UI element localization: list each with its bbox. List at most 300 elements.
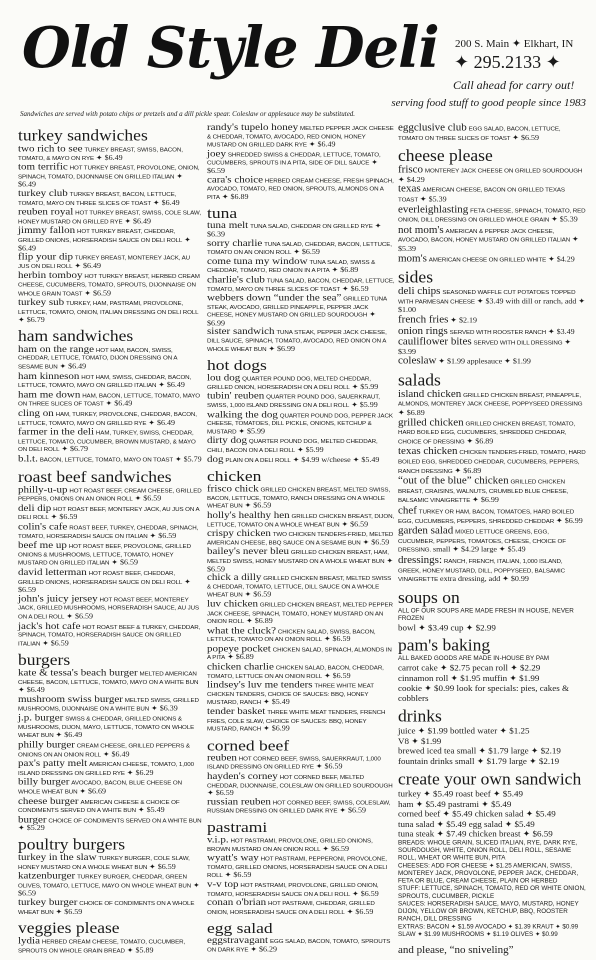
item-name: tubin' reuben — [207, 391, 265, 402]
veggies-section — [18, 920, 202, 955]
item-name: popeye pocket — [207, 643, 271, 654]
menu-item — [207, 393, 395, 410]
item-name: v-v top — [207, 879, 239, 890]
item-description: QUARTER POUND DOG, MELTED CHEDDAR, CHILI, BACON ON A DELI ROLL — [207, 439, 378, 454]
sauces-list: SAUCES: HORSERADISH SAUCE, MAYO, MUSTARD, HONEY DIJON, YELLOW OR BROWN, KETCHUP, BBQ, ROOSTER RANCH, DILL DRESSING — [398, 900, 579, 923]
item-name: cauliflower bites — [398, 335, 472, 348]
item-description: HOT TURKEY BREAST, CHEDDAR, GRILLED ONIONS, HORSERADISH SAUCE ON DELI ROLL — [18, 228, 183, 244]
item-description: TURKEY BURGER, COLE SLAW, HONEY MUSTARD ON A WHOLE WHEAT BUN — [18, 855, 190, 871]
menu-item — [18, 206, 202, 227]
item-description: MELTED SWISS, GRILLED MUSHROOMS, DIJONNAISE ON A WHITE BUN — [18, 697, 199, 713]
item-price: ✦ $6.99 — [555, 515, 583, 525]
soup-note: ALL OF OUR SOUPS ARE MADE FRESH IN HOUSE, NEVER FROZEN — [398, 607, 574, 622]
item-price: ✦ $5.29 — [18, 824, 45, 833]
menu-item — [18, 370, 202, 391]
menu-item — [398, 477, 586, 505]
item-price: ✦ $4.99 w/cheese ✦ $5.49 — [292, 455, 380, 464]
item-description: HOT TURKEY BREAST, HERBED CREAM CHEESE, CUCUMBERS, TOMATO, SPROUTS, DIJONNAISE ON WHOLE GRAIN TOAST — [18, 273, 200, 297]
item-name: everleighlasting — [398, 203, 469, 216]
cheese-section — [398, 147, 586, 264]
item-description: HERBED CREAM CHEESE, TOMATO, CUCUMBER, SPROUTS ON WHOLE GRAIN BREAD — [18, 939, 186, 954]
menu-item — [207, 176, 395, 202]
pastrami-section — [207, 819, 395, 917]
section-title: drinks — [398, 706, 442, 726]
menu-item — [18, 145, 202, 163]
item-name: frisco chick — [207, 483, 259, 495]
menu-item — [207, 548, 395, 573]
item-price: ✦ $6.59 — [66, 612, 93, 620]
item-price: ✦ $6.59 — [134, 494, 162, 503]
menu-item — [207, 881, 395, 898]
item-description: HAM, TURKEY, SWISS, CHEDDAR, LETTUCE, TOMATO, CUCUMBER, BROWN MUSTARD, & MAYO ON DELI ROLL — [18, 430, 196, 454]
item-description: MONTEREY JACK CHEESE ON GRILLED SOURDOUGH — [424, 168, 583, 175]
item-name: deli chips — [398, 285, 441, 297]
menu-item — [18, 502, 202, 523]
create-line: turkey ✦ $5.49 roast beef ✦ $5.49 — [398, 789, 524, 799]
item-price: ✦ $6.49 — [55, 731, 83, 740]
baking-note: ALL BAKED GOODS ARE MADE IN-HOUSE BY PAM — [398, 655, 550, 663]
item-price: ✦ $6.59 — [207, 158, 378, 175]
section-title: create your own sandwich — [398, 769, 582, 789]
create-sandwich-section — [398, 770, 586, 956]
item-description: QUARTER POUND DOG, SAUERKRAUT, SWISS, 1,000 ISLAND DRESSING ON A DELI ROLL — [207, 394, 380, 409]
item-name: crispy chicken — [207, 528, 271, 539]
item-price: ✦ $6.29 — [250, 945, 277, 954]
item-price: ✦ $6.59 — [84, 288, 111, 297]
menu-item — [18, 253, 202, 271]
item-name: herbin tomboy — [18, 270, 83, 281]
menu-item — [207, 682, 395, 708]
item-price: ✦ $3.99 — [398, 337, 572, 356]
item-description: TURKEY BREAST, SWISS, BACON, TOMATO, & MAYO ON RYE — [18, 146, 183, 162]
item-name: tuna melt — [207, 220, 249, 231]
sides-section — [398, 268, 586, 367]
item-description: MIXED LETTUCE GREENS, EGG, CUCUMBER, PEPPERS, TOMATOES, CHEESE, CHOICE OF DRESSING. — [398, 528, 566, 554]
item-name: mom's — [398, 252, 427, 264]
item-name: billy burger — [18, 776, 70, 788]
item-price: ✦ $6.99 — [472, 495, 499, 505]
item-description: GRILLED CHICKEN BREAST, PINEAPPLE, ALMONDS, MONTEREY JACK CHEESE, POPPYSEED DRESSING — [398, 391, 583, 408]
item-description: TURKEY BREAST, MONTEREY JACK, AU JUS ON DELI ROLL — [18, 255, 191, 270]
menu-item — [207, 645, 395, 662]
item-price: ✦ $6.59 — [512, 133, 539, 142]
cheeses-list: CHEESES: ADD FOR CHEESE ✦ $1.25 AMERICAN, SWISS, MONTEREY JACK, PROVOLONE, PEPPER JACK, CHEDDAR, FETA OR BLUE, CREAM CHEESE, PLAIN OR HERBED — [398, 862, 579, 885]
menu-item — [18, 391, 202, 409]
item-name: john's juicy jersey — [18, 593, 98, 604]
item-price: ✦ $6.49 — [124, 217, 152, 225]
menu-item — [398, 357, 586, 367]
ham-sandwiches-section — [18, 328, 202, 465]
menu-item — [207, 258, 395, 275]
item-name: eggstravagant — [207, 935, 269, 946]
menu-item — [207, 661, 395, 681]
item-price: ✦ $5.99 — [351, 382, 379, 391]
section-title: soups on — [398, 587, 460, 607]
menu-item — [18, 693, 202, 714]
section-title: chicken — [207, 467, 262, 485]
item-name: chicken charlie — [207, 661, 274, 673]
menu-item — [18, 569, 202, 594]
menu-item — [207, 222, 395, 239]
menu-item — [398, 254, 586, 264]
phone-number[interactable]: ✦ 295.2133 ✦ — [454, 52, 561, 72]
item-price: ✦ $5.49 — [137, 805, 165, 814]
item-price: ✦ $6.59 — [244, 502, 272, 510]
item-price: ✦ $6.29 — [126, 768, 154, 777]
item-description: TUNA SALAD, BACON, CHEDDAR, LETTUCE, TOMATO, MAYO ON THREE SLICES OF TOAST — [207, 277, 395, 293]
baking-line: cookie ✦ $0.99 look for specials: pies, cakes & cobblers — [398, 683, 569, 703]
item-description: RANCH, FRENCH, ITALIAN, 1,000 ISLAND, GREEK, HONEY MUSTARD, DILL, POPPYSEED, BALSAMIC VINAIGRETTE — [398, 558, 565, 584]
item-name: turkey club — [18, 188, 68, 199]
item-description: THREE WHITE MEAT CHICKEN TENDERS, CHOICE OF SAUCES: BBQ, HONEY MUSTARD, RANCH — [207, 683, 374, 707]
item-name: dressings: — [398, 554, 442, 566]
item-description: CHICKEN SALAD, BACON, CHEDDAR, TOMATO, LETTUCE ON AN ONION ROLL — [207, 665, 384, 680]
breads-list: BREADS: WHOLE GRAIN, SLICED ITALIAN, RYE, DARK RYE, SOURDOUGH, WHITE, ONION ROLL, DELI ROLL, SESAME ROLL, WHEAT OR WHITE BUN, PITA — [398, 839, 578, 862]
item-price: small ✦ $4.29 large ✦ $5.49 — [433, 545, 526, 554]
item-price: ✦ $6.59 — [339, 806, 366, 815]
item-description: HAM, BACON, LETTUCE, TOMATO, MAYO ON THREE SLICES OF TOAST — [18, 392, 201, 408]
drink-line: V8 ✦ $1.99 — [398, 736, 442, 746]
item-description: TURKEY BREAST, BACON, LETTUCE, TOMATO, MAYO ON THREE SLICES OF TOAST — [18, 191, 177, 207]
menu-item — [18, 854, 202, 872]
item-price: ✦ $6.49 — [102, 749, 130, 758]
item-name: eggclusive club — [398, 122, 467, 134]
item-name: bailey's never bleu — [207, 546, 290, 558]
menu-item — [18, 776, 202, 797]
item-description: CHICKEN SALAD, SPINACH, ALMONDS IN A PITA — [207, 647, 392, 662]
item-price: ✦ $6.59 — [346, 907, 374, 916]
item-name: cara's choice — [207, 174, 264, 185]
menu-item — [18, 797, 202, 815]
item-description: TUNA SALAD, SWISS & CHEDDAR, TOMATO, RED ONION IN A PITA — [207, 259, 376, 274]
stuff-list: STUFF: LETTUCE, SPINACH, TOMATO, RED OR WHITE ONION, SPROUTS, CUCUMBER, PICKLE — [398, 885, 586, 900]
item-description: PLAIN ON A DELI ROLL — [225, 457, 291, 464]
item-name: chick a dilly — [207, 572, 262, 583]
item-name: philly-u-up — [18, 484, 68, 495]
section-title: roast beef sandwiches — [18, 467, 172, 486]
menu-item — [207, 150, 395, 175]
item-description: HOT ROAST BEEF, MONTEREY JACK, AU JUS ON A DELI ROLL — [18, 506, 200, 521]
item-name: philly burger — [18, 739, 75, 751]
drink-line: fountain drinks small ✦ $1.79 large ✦ $2.19 — [398, 756, 560, 766]
item-description: HERBED CREAM CHEESE, FRESH SPINACH, AVOCADO, TOMATO, RED ONION, SPROUTS, ALMONDS ON A PITA — [207, 177, 394, 201]
item-description: MELTED PEPPER JACK CHEESE & CHEDDAR, TOMATO, AVOCADO, RED ONION, HONEY MUSTARD ON GRILLED DARK RYE — [207, 125, 394, 149]
section-title: ham sandwiches — [18, 327, 134, 345]
item-price: ✦ $6.59 — [322, 844, 349, 853]
menu-item — [18, 190, 202, 208]
menu-item — [18, 714, 202, 740]
continued-sandwiches-section — [207, 124, 395, 202]
item-description: HOT HAM, SWISS, CHEDDAR, BACON, LETTUCE, TOMATO, MAYO ON GRILLED ITALIAN — [18, 374, 192, 389]
item-name: ham kinneson — [18, 370, 80, 382]
baking-section — [398, 637, 586, 704]
item-name: david letterman — [18, 567, 87, 578]
item-name: mushroom swiss burger — [18, 693, 123, 705]
create-line: ham ✦ $5.49 pastrami ✦ $5.49 — [398, 799, 512, 809]
item-description: TUNA SALAD, CHEDDAR, BACON, LETTUCE, TOMATO ON AN ONION ROLL — [207, 241, 392, 256]
item-price: ✦ $6.89 — [227, 653, 254, 662]
item-price: ✦ $6.69 — [79, 787, 107, 796]
item-price: ✦ $6.39 — [207, 222, 382, 239]
egg-club-section — [398, 124, 586, 143]
menu-item — [207, 937, 395, 954]
menu-item — [398, 185, 586, 204]
item-name: ham on the range — [18, 343, 95, 355]
item-name: j.p. burger — [18, 712, 64, 724]
menu-column-2 — [207, 124, 395, 956]
item-price: ✦ $5.39 — [419, 194, 447, 204]
item-name: pax's patty melt — [18, 758, 88, 769]
menu-item — [207, 512, 395, 529]
item-name: sister sandwich — [207, 326, 275, 337]
item-description: GRILLED CHICKEN BREAST, MELTED SWISS & CHEDDAR, TOMATO, LETTUCE, DILL SAUCE ON A WHOLE WHEAT BUN — [207, 575, 392, 599]
item-price: ✦ $6.99 — [268, 344, 296, 353]
item-description: AMERICAN CHEESE & CHOICE OF CONDIMENTS SERVED ON A WHITE BUN — [18, 799, 180, 814]
item-name: come tuna my window — [207, 256, 308, 267]
item-price: ✦ $6.49 — [18, 172, 183, 189]
section-title: turkey sandwiches — [18, 126, 148, 145]
item-price: ✦ $6.49 — [18, 686, 45, 695]
menu-item — [398, 504, 586, 526]
item-description: GRILLED CHICKEN BREAST, TOMATO, HARD BOILED EGG, CUCUMBERS, SHREDDED CHEDDAR, CHOICE OF DRESSING — [398, 420, 576, 446]
item-price: ✦ $6.89 — [466, 436, 494, 446]
item-description: FETA CHEESE, SPINACH, TOMATO, RED ONION, DILL DRESSING ON GRILLED WHOLE GRAIN — [398, 207, 586, 224]
item-description: HOT ROAST BEEF & TURKEY, CHEDDAR, SPINACH, TOMATO, HORSERADISH SAUCE ON GRILLED ITALIAN — [18, 623, 201, 648]
section-title: burgers — [18, 651, 71, 669]
item-name: reuben royal — [18, 206, 74, 218]
item-price: ✦ $5.39 — [398, 235, 579, 253]
item-description: HOT PASTRAMI, CHEDDAR, GRILLED ONION, HORSERADISH SAUCE ON A DELI ROLL — [207, 901, 375, 916]
item-description: HOT PASTRAMI, PROVOLONE, GRILLED ONIONS, BROWN MUSTARD ON AN ONION ROLL — [207, 838, 373, 853]
deli-title: Old Style Deli — [22, 15, 439, 81]
item-description: CHOICE OF CONDIMENTS ON A WHOLE WHEAT BUN — [18, 900, 195, 916]
menu-item — [18, 299, 202, 324]
item-name: deli dip — [18, 502, 52, 514]
menu-item — [207, 627, 395, 644]
item-name: what the cluck? — [207, 625, 277, 636]
item-price: ✦ $6.89 — [331, 266, 359, 274]
menu-item — [207, 836, 395, 853]
item-price: ✦ $6.49 — [18, 235, 191, 252]
item-name: two rich to see — [18, 143, 83, 154]
item-price: ✦ $5.99 — [238, 427, 265, 436]
item-price: ✦ $6.99 — [263, 724, 290, 733]
item-description: CHICKEN SALAD, SWISS, BACON, LETTUCE, TOMATO ON AN ONION ROLL — [207, 628, 376, 644]
item-description: TUNA STEAK, PEPPER JACK CHEESE, DILL SAUCE, SPINACH, TOMATO, AVOCADO, RED ONION ON A WHOLE WHEAT BUN — [207, 330, 387, 353]
section-title: egg salad — [207, 919, 273, 937]
chicken-section — [207, 468, 395, 734]
item-name: cling on — [18, 408, 54, 419]
item-name: holly's healthy hen — [207, 510, 290, 521]
item-price: ✦ $2.19 — [450, 315, 477, 325]
hot-dogs-section — [207, 357, 395, 464]
menu-item — [18, 760, 202, 778]
item-description: HOT CORNED BEEF, SWISS, SAUERKRAUT, 1,000 ISLAND DRESSING ON GRILLED RYE — [207, 756, 381, 771]
menu-item — [398, 445, 586, 476]
tuna-section — [207, 205, 395, 354]
item-price: ✦ $6.59 — [244, 590, 272, 599]
item-price: ✦ $5.99 — [351, 401, 378, 409]
item-price: ✦ $5.49 — [263, 698, 290, 707]
section-title: veggies please — [18, 919, 120, 937]
item-name: grilled chicken — [398, 416, 464, 429]
item-price: ✦ $6.59 — [323, 671, 351, 680]
item-price: ✦ $6.49 — [105, 399, 133, 408]
menu-item — [18, 161, 202, 189]
item-name: turkey in the slaw — [18, 852, 97, 863]
item-price: ✦ $4.29 — [398, 175, 425, 184]
item-name: katzenburger — [18, 870, 76, 882]
item-name: island chicken — [398, 388, 462, 400]
menu-item — [207, 852, 395, 881]
item-price: ✦ $6.59 — [111, 558, 138, 567]
menu-item — [398, 390, 586, 417]
serving-tagline: serving food stuff to good people since 1983 — [391, 97, 586, 109]
item-price: ✦ $6.59 — [352, 889, 379, 898]
item-description: GRILLED CHICKEN BREAST, HAM, MELTED SWISS, HONEY MUSTARD ON A WHOLE WHEAT BUN — [207, 550, 389, 565]
item-name: wyatt's way — [207, 852, 259, 864]
item-description: AMERICAN CHEESE, BACON ON GRILLED TEXAS TOAST — [398, 187, 565, 204]
item-name: v.i.p. — [207, 834, 229, 845]
item-name: randy's tupelo honey — [207, 122, 299, 133]
menu-item — [18, 622, 202, 648]
menu-item — [398, 124, 586, 143]
menu-item — [18, 741, 202, 759]
section-title: sides — [398, 267, 433, 287]
menu-item — [207, 752, 395, 772]
item-price: ✦ $6.49 — [74, 261, 102, 270]
item-description: HOT ROAST BEEF, MONTEREY JACK, GRILLED MUSHROOMS, HORSERADISH SAUCE, AU JUS ON A DELI ROLL — [18, 596, 200, 620]
item-name: charlie's club — [207, 274, 265, 285]
item-price: ✦ $1.99 applesauce ✦ $1.99 — [438, 357, 531, 366]
item-price: ✦ $6.49 — [152, 198, 180, 207]
item-name: lydia — [18, 935, 40, 947]
item-description: HOT ROAST BEEF, CHEDDAR, GRILLED ONIONS, HORSERADISH SAUCE ON DELI ROLL — [18, 570, 183, 586]
item-description: HAM, TURKEY, PROVOLONE, CHEDDAR, BACON, LETTUCE, TOMATO, MAYO ON GRILLED RYE — [18, 411, 197, 427]
item-price: ✦ $6.59 — [18, 577, 191, 594]
menu-item — [207, 276, 395, 293]
item-description: HOT PASTRAMI, PROVOLONE, GRILLED ONION, TOMATO, HORSERADISH SAUCE ON A DELI ROLL — [207, 882, 379, 898]
menu-item — [398, 418, 586, 446]
menu-item — [207, 124, 395, 150]
item-description: HOT PASTRAMI, PEPPERONI, PROVOLONE, TOMATO, GRILLED ONIONS, HORSERADISH SAUCE ON A DELI ROLL — [207, 856, 388, 879]
item-description: TUNA SALAD, CHEDDAR ON GRILLED RYE — [250, 224, 373, 231]
burgers-section — [18, 652, 202, 833]
item-description: TURKEY BURGER, CHEDDAR, GREEN OLIVES, TOMATO, LETTUCE, MAYO ON WHOLE WHEAT BUN — [18, 874, 192, 889]
item-name: chef — [398, 504, 417, 517]
item-price: ✦ $6.89 — [398, 408, 425, 417]
item-name: texas — [398, 183, 421, 195]
baking-line: carrot cake ✦ $2.75 pecan roll ✦ $2.29 — [398, 663, 541, 673]
item-description: QUARTER POUND DOG, PEPPER JACK CHEESE, TOMATOES, DILL PICKLE, ONIONS, KETCHUP & MUSTARD — [207, 412, 393, 436]
item-price: ✦ $4.29 — [548, 254, 575, 263]
item-price: ✦ $6.59 — [341, 284, 369, 293]
item-name: garden salad — [398, 524, 454, 537]
menu-item — [18, 667, 202, 695]
menu-item — [207, 798, 395, 815]
item-description: HOT ROAST BEEF, PROVOLONE, GRILLED ONIONS & MUSHROOMS, LETTUCE, TOMATO, HONEY MUSTARD ON GRILLED ITALIAN — [18, 543, 191, 567]
menu-item — [207, 435, 395, 455]
item-price: ✦ $3.49 with dill or ranch, add ✦ $1.00 — [398, 296, 586, 315]
item-name: joey — [207, 148, 226, 160]
item-name: turkey burger — [18, 897, 78, 908]
item-price: ✦ $6.59 — [149, 862, 176, 871]
item-name: russian reuben — [207, 796, 271, 807]
create-line: tuna steak ✦ $7.49 chicken breast ✦ $6.59 — [398, 829, 553, 839]
item-price: ✦ $6.49 — [95, 153, 123, 162]
item-name: farmer in the deli — [18, 426, 95, 438]
item-price: ✦ $6.59 — [293, 248, 320, 256]
baking-line: cinnamon roll ✦ $1.95 muffin ✦ $1.99 — [398, 673, 540, 683]
item-description: TURKEY OR HAM, BACON, TOMATOES, HARD BOILED EGG, CUCUMBERS, PEPPERS, SHREDDED CHEDDAR — [398, 508, 575, 525]
item-description: BACON, LETTUCE, TOMATO, MAYO ON TOAST — [39, 457, 174, 464]
menu-item — [398, 287, 586, 314]
item-description: CHICKEN TENDERS-FRIED, TOMATO, HARD BOILED EGG, SHREDDED CHEDDAR, CUCUMBERS, PEPPERS, RANCH DRESSING — [398, 449, 586, 475]
item-price: ✦ $6.49 — [148, 418, 175, 427]
menu-item — [207, 328, 395, 354]
menu-item — [207, 899, 395, 916]
egg-salad-section — [207, 920, 395, 955]
menu-item — [18, 816, 202, 833]
item-name: not mom's — [398, 223, 444, 236]
item-description: SEASONED WAFFLE CUT POTATOES TOPPED WITH PARMESAN CHEESE — [398, 289, 576, 306]
menu-item — [398, 556, 586, 584]
item-description: CHOICE OF CONDIMENTS SERVED ON A WHITE BUN — [48, 817, 202, 824]
item-description: HOT TURKEY BREAST, PROVOLONE, ONION, SPINACH, TOMATO, DIJONNAISE ON GRILLED ITALIAN — [18, 165, 200, 181]
item-description: AMERICAN CHEESE, TOMATO, 1,000 ISLAND DRESSING ON GRILLED RYE — [18, 761, 194, 777]
item-name: frisco — [398, 164, 424, 176]
item-price: ✦ $6.89 — [454, 466, 482, 475]
item-price: ✦ $6.99 — [207, 310, 376, 327]
closing-line: and please, “no sniveling” — [398, 944, 514, 956]
turkey-sandwiches-section — [18, 128, 202, 325]
item-description: GRILLED CHICKEN BREAST, MELTED PEPPER JACK CHEESE, SPINACH, TOMATO, HONEY MUSTARD ON AN ONION ROLL — [207, 602, 393, 625]
section-title: cheese please — [398, 146, 493, 166]
item-name: cheese burger — [18, 795, 79, 807]
item-description: AMERICAN CHEESE ON GRILLED WHITE — [428, 256, 547, 263]
item-description: HOT CORNED BEEF, SWISS, COLESLAW, RUSSIAN DRESSING ON GRILLED DARK RYE — [207, 800, 391, 815]
roast-beef-section — [18, 468, 202, 648]
item-description: THREE WHITE MEAT TENDERS, FRENCH FRIES, COLE SLAW, CHOICE OF SAUCES: BBQ, HONEY MUSTARD, RANCH — [207, 709, 386, 733]
menu-item — [207, 773, 395, 798]
item-name: french fries — [398, 313, 449, 326]
menu-item — [18, 523, 202, 541]
menu-item — [18, 453, 202, 465]
menu-item — [398, 223, 586, 253]
item-name: ham me down — [18, 389, 81, 401]
menu-item — [18, 272, 202, 298]
item-name: “out of the blue” chicken — [398, 475, 509, 487]
item-description: SERVED WITH ROOSTER RANCH — [449, 328, 547, 336]
item-name: colin's cafe — [18, 521, 68, 533]
item-name: dirty dog — [207, 435, 248, 447]
item-name: coleslaw — [398, 355, 437, 367]
item-name: tender basket — [207, 706, 266, 717]
item-price: ✦ $6.49 — [158, 381, 185, 389]
item-description: SERVED WITH DILL DRESSING — [473, 339, 563, 347]
item-name: luv chicken — [207, 598, 259, 610]
menu-item — [18, 595, 202, 621]
item-price: ✦ $5.79 — [174, 455, 202, 464]
item-price: ✦ $6.79 — [18, 315, 45, 324]
menu-item — [207, 574, 395, 600]
menu-item — [207, 483, 395, 512]
item-name: texas chicken — [398, 445, 458, 458]
menu-item — [18, 899, 202, 917]
item-description: GRILLED CHICKEN BREAST, DIJON, LETTUCE, TOMATO ON A WHOLE WHEAT BUN — [207, 513, 395, 529]
soup-prices: bowl ✦ $3.49 cup ✦ $2.99 — [398, 622, 496, 633]
item-name: onion rings — [398, 324, 448, 337]
